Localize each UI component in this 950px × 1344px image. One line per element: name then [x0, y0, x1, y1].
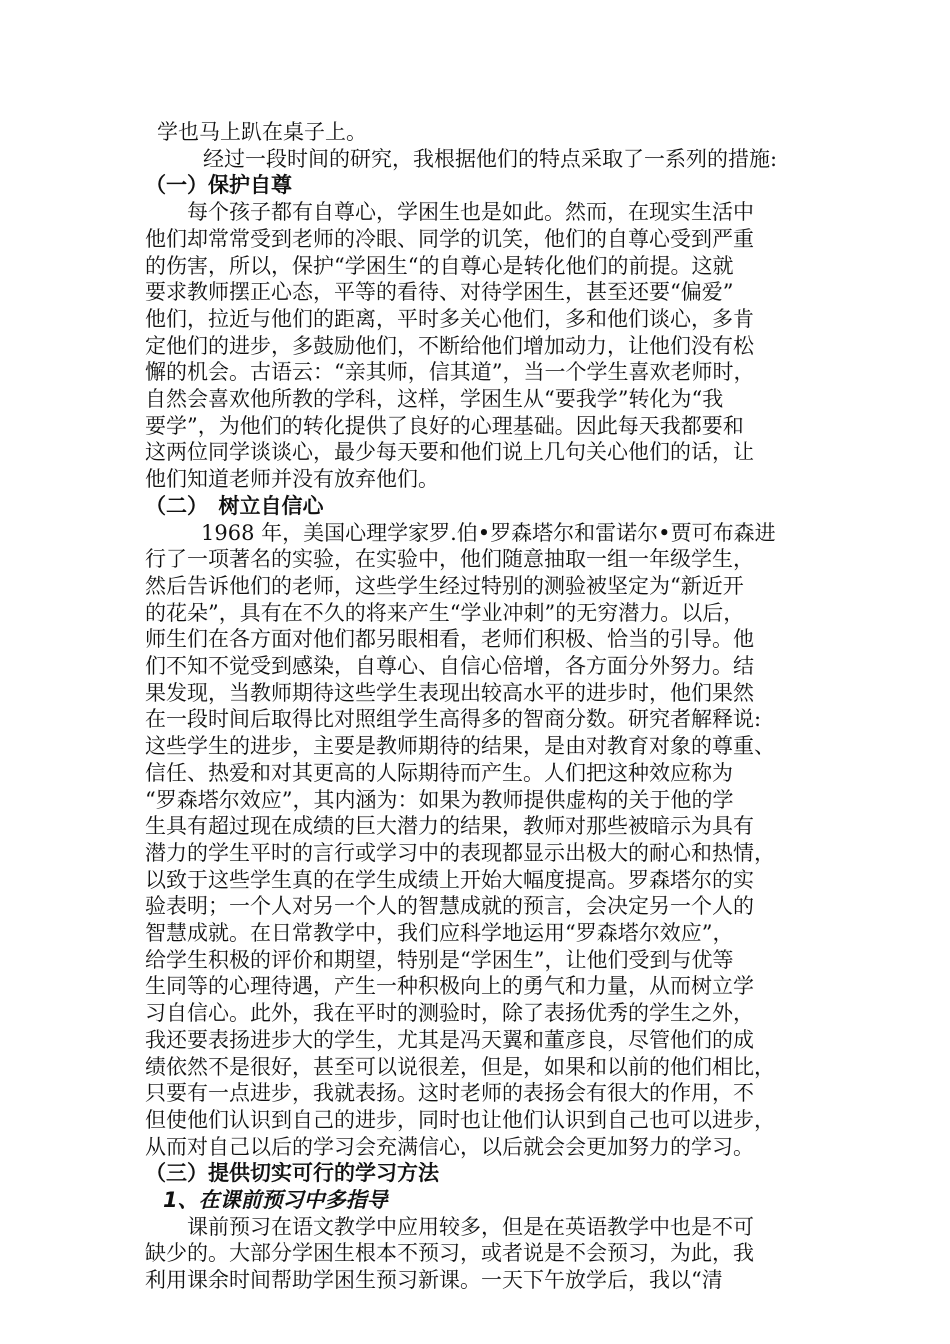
- body-text-line: 的伤害，所以，保护“学困生“的自尊心是转化他们的前提。这就: [145, 253, 734, 278]
- body-text-line: 行了一项著名的实验，在实验中，他们随意抽取一组一年级学生，: [145, 547, 754, 572]
- body-text-line: 这两位同学谈谈心，最少每天要和他们说上几句关心他们的话，让: [145, 440, 754, 465]
- body-text-line: 习自信心。此外，我在平时的测验时，除了表扬优秀的学生之外，: [145, 1001, 754, 1026]
- section-heading: （一）保护自尊: [145, 173, 292, 198]
- body-text-line: 要求教师摆正心态，平等的看待、对待学困生，甚至还要“偏爱”: [145, 280, 734, 305]
- body-text-line: 他们，拉近与他们的距离，平时多关心他们，多和他们谈心，多肯: [145, 306, 754, 331]
- body-text-line: 只要有一点进步，我就表扬。这时老师的表扬会有很大的作用，不: [145, 1081, 754, 1106]
- body-text-line: 验表明；一个人对另一个人的智慧成就的预言，会决定另一个人的: [145, 894, 754, 919]
- body-text-line: 缺少的。大部分学困生根本不预习，或者说是不会预习，为此，我: [145, 1241, 754, 1266]
- body-text-line: 课前预习在语文教学中应用较多，但是在英语教学中也是不可: [187, 1214, 754, 1239]
- body-text-line: 果发现，当教师期待这些学生表现出较高水平的进步时，他们果然: [145, 680, 754, 705]
- body-text-line: 学也马上趴在桌子上。: [157, 120, 367, 144]
- body-text-line: 生同等的心理待遇，产生一种积极向上的勇气和力量，从而树立学: [145, 974, 754, 999]
- body-text-line: 从而对自己以后的学习会充满信心，以后就会会更加努力的学习。: [145, 1134, 754, 1159]
- section-heading: 1、在课前预习中多指导: [163, 1188, 388, 1212]
- body-text-line: 经过一段时间的研究，我根据他们的特点采取了一系列的措施:: [203, 146, 778, 171]
- body-text-line: 1968 年，美国心理学家罗.伯•罗森塔尔和雷诺尔•贾可布森进: [201, 520, 776, 545]
- body-text-line: 生具有超过现在成绩的巨大潜力的结果，教师对那些被暗示为具有: [145, 814, 754, 839]
- body-text-line: 定他们的进步，多鼓励他们，不断给他们增加动力，让他们没有松: [145, 333, 754, 358]
- body-text-line: 要学”，为他们的转化提供了良好的心理基础。因此每天我都要和: [145, 413, 744, 438]
- body-text-line: 信任、热爱和对其更高的人际期待而产生。人们把这种效应称为: [145, 760, 733, 785]
- section-heading: （二） 树立自信心: [145, 493, 324, 518]
- body-text-line: 这些学生的进步，主要是教师期待的结果，是由对教育对象的尊重、: [145, 734, 775, 759]
- body-text-line: 给学生积极的评价和期望，特别是“学困生”，让他们受到与优等: [145, 947, 734, 972]
- body-text-line: 我还要表扬进步大的学生，尤其是冯天翼和董彦良，尽管他们的成: [145, 1027, 754, 1052]
- body-text-line: 利用课余时间帮助学困生预习新课。一天下午放学后，我以“清: [145, 1268, 723, 1293]
- body-text-line: 他们却常常受到老师的冷眼、同学的讥笑，他们的自尊心受到严重: [145, 226, 754, 251]
- body-text-line: 在一段时间后取得比对照组学生高得多的智商分数。研究者解释说:: [145, 707, 762, 732]
- section-heading: （三）提供切实可行的学习方法: [145, 1161, 439, 1186]
- body-text-line: 自然会喜欢他所教的学科，这样，学困生从“要我学”转化为“我: [145, 387, 724, 411]
- body-text-line: 以致于这些学生真的在学生成绩上开始大幅度提高。罗森塔尔的实: [145, 867, 754, 892]
- body-text-line: 每个孩子都有自尊心，学困生也是如此。然而，在现实生活中: [187, 200, 754, 225]
- body-text-line: 的花朵”，具有在不久的将来产生“学业冲刺”的无穷潜力。以后，: [145, 600, 745, 625]
- body-text-line: 智慧成就。在日常教学中，我们应科学地运用“罗森塔尔效应”，: [145, 921, 734, 945]
- body-text-line: 潜力的学生平时的言行或学习中的表现都显示出极大的耐心和热情，: [145, 840, 775, 865]
- body-text-line: 他们知道老师并没有放弃他们。: [145, 467, 439, 492]
- body-text-line: 们不知不觉受到感染，自尊心、自信心倍增，各方面分外努力。结: [145, 654, 754, 678]
- body-text-line: “罗森塔尔效应”，其内涵为：如果为教师提供虚构的关于他的学: [145, 787, 734, 812]
- body-text-line: 师生们在各方面对他们都另眼相看，老师们积极、恰当的引导。他: [145, 627, 754, 652]
- body-text-line: 懈的机会。古语云：“亲其师，信其道”，当一个学生喜欢老师时，: [145, 360, 755, 385]
- body-text-line: 但使他们认识到自己的进步，同时也让他们认识到自己也可以进步，: [145, 1107, 775, 1132]
- body-text-line: 然后告诉他们的老师，这些学生经过特别的测验被坚定为“新近开: [145, 573, 744, 598]
- body-text-line: 绩依然不是很好，甚至可以说很差，但是，如果和以前的他们相比，: [145, 1054, 775, 1079]
